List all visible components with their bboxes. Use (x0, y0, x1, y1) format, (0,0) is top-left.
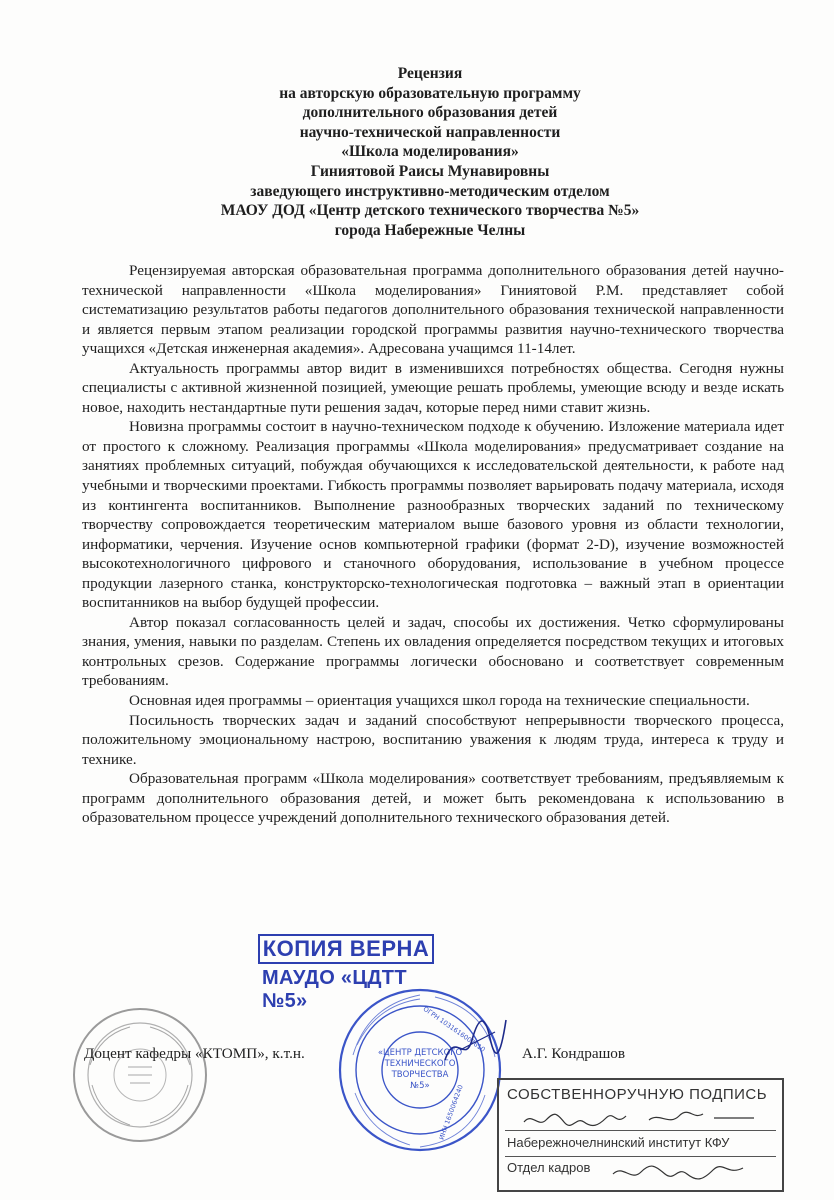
seal-center-line: ТЕХНИЧЕСКОГО (384, 1059, 456, 1069)
seal-inn: ИНН 1650064240 (437, 1083, 465, 1141)
gray-seal-icon (70, 1005, 210, 1145)
body-paragraph: Новизна программы состоит в научно-техническом подходе к обучению. Изложение материала идет от простого к сложному. Реализация программы «Школа моделирования» предусматривает создание на занятиях проблемных ситуаций, побуждая обучающихся к исследовательской деятельности, к работе над учебными и творческими проектами. Гибкость программы позволяет варьировать подачу материала, исходя из контингента воспитанников. Выполнение разнообразных творческих заданий по техническому творчеству сопровождается теоретическим материалом выше базового уровня из области технологии, информатики, черчения. Изучение основ компьютерной графики (формат 2-D), изучение возможностей высокотехнологичного цифрового и станочного оборудования, использование в учебном процессе продукции лазерного станка, конструкторско-технологическая подготовка – важный этап в ориентации воспитанников на выбор будущей профессии. (82, 418, 784, 612)
document-body (82, 261, 784, 828)
box-stamp-department: Отдел кадров (507, 1160, 591, 1175)
body-paragraph: Образовательная программ «Школа моделирования» соответствует требованиям, предъявляемым к программ дополнительного образования детей, и может быть рекомендована к использованию в образовательном процессе учреждений дополнительного технического образования детей. (82, 770, 784, 827)
header-line: «Школа моделирования» (341, 143, 519, 161)
body-paragraph: Рецензируемая авторская образовательная программа дополнительного образования детей научно-технической направленности «Школа моделирования» Гиниятовой Р.М. представляет собой систематизацию результатов работы педагогов дополнительного образования технической направленности и является первым этапом реализации городской программы развития научно-технического творчества учащихся «Детская инженерная академия». Адресована учащимся 11-14лет. (82, 262, 784, 358)
box-stamp-title: СОБСТВЕННОРУЧНУЮ ПОДПИСЬ (507, 1086, 768, 1103)
copy-stamp-line2: МАУДО «ЦДТТ №5» (262, 967, 407, 1012)
handwritten-signature (440, 1010, 510, 1070)
box-stamp-divider (505, 1130, 776, 1131)
header-line: на авторскую образовательную программу (279, 84, 581, 102)
body-paragraph: Основная идея программы – ориентация учащихся школ города на технические специальности. (129, 692, 750, 710)
header-line: города Набережные Челны (334, 221, 526, 239)
body-paragraph: Актуальность программы автор видит в изменившихся потребностях общества. Сегодня нужны специалисты с активной жизненной позицией, умеющие решать проблемы, умеющие всюду и везде искать новое, находить нестандартные пути решения задач, которые перед ними ставит жизнь. (82, 359, 784, 416)
header-line: Гиниятовой Раисы Мунавировны (310, 162, 550, 180)
seal-ogrn: ОГРН 1031616007610 (421, 1004, 487, 1054)
seal-center-line: «ЦЕНТР ДЕТСКОГО (377, 1048, 463, 1058)
reviewer-name: А.Г. Кондрашов (522, 1045, 626, 1062)
seal-center-line: ТВОРЧЕСТВА (391, 1070, 449, 1080)
box-stamp-divider (505, 1156, 776, 1157)
seal-center-line: №5» (410, 1081, 430, 1091)
header-title: Рецензия (397, 65, 463, 82)
copy-stamp-line1: КОПИЯ ВЕРНА (258, 934, 434, 964)
header-line: МАОУ ДОД «Центр детского технического творчества №5» (220, 202, 640, 220)
body-paragraph: Посильность творческих задач и заданий способствуют непрерывности творческого процесса, положительному эмоциональному настрою, воспитанию уважения к людям труда, интереса к труду и технике. (82, 711, 784, 768)
header-line: дополнительного образования детей (302, 104, 558, 122)
box-stamp-handwriting (609, 1160, 769, 1184)
reviewer-position: Доцент кафедры «КТОМП», к.т.н. (84, 1045, 305, 1062)
body-paragraph: Автор показал согласованность целей и задач, способы их достижения. Четко сформулированы знания, умения, навыки по разделам. Степень их овладения определяется посредством текущих и итоговых контрольных срезов. Содержание программы логически обосновано и соответствует современным требованиям. (82, 613, 784, 690)
document-header (120, 64, 740, 240)
header-line: заведующего инструктивно-методическим отделом (250, 182, 610, 200)
box-stamp-handwriting (519, 1106, 769, 1130)
box-stamp-institution: Набережночелнинский институт КФУ (507, 1135, 730, 1150)
signature-certification-stamp (497, 1078, 784, 1192)
header-line: научно-технической направленности (299, 123, 561, 141)
